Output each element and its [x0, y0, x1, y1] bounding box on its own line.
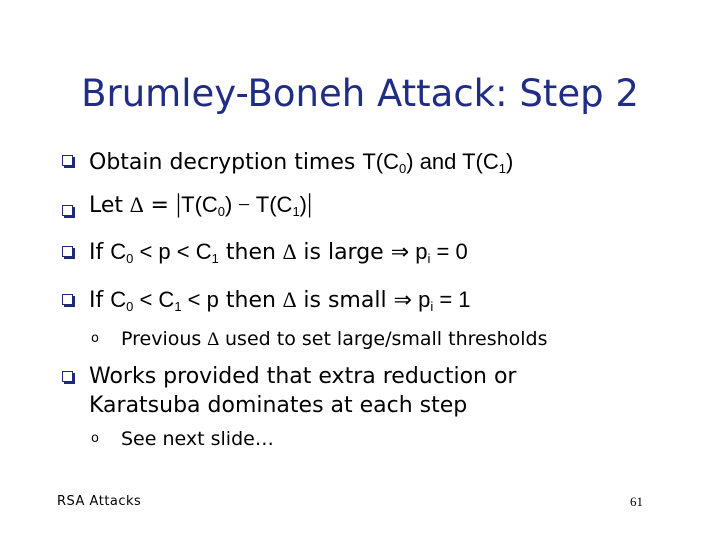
bullet-works-provided-line2: Karatsuba dominates at each step — [89, 393, 468, 418]
sub-bullet-marker: o — [91, 431, 99, 446]
bullet-marker — [62, 246, 73, 257]
bullet-obtain-times: Obtain decryption times $T(C_0)$ and $T(C_1)$ — [89, 149, 514, 176]
bullet-marker — [62, 205, 73, 216]
bullet-marker — [62, 155, 73, 166]
bullet-let-delta: Let ∆ = $|T(C_0) - T(C_1)|$ — [89, 189, 313, 219]
footer-title: RSA Attacks — [57, 494, 142, 509]
sub-bullet-thresholds: Previous ∆ used to set large/small thresholds — [121, 328, 548, 350]
bullet-delta-large: If $C_0 < p < C_1$ then ∆ is large ⇒ $p_i = 0$ — [89, 239, 468, 266]
sub-bullet-next-slide: See next slide… — [121, 428, 274, 450]
sub-bullet-marker: o — [91, 331, 99, 346]
bullet-works-provided: Works provided that extra reduction or — [89, 364, 517, 389]
bullet-marker — [62, 294, 73, 305]
slide-title: Brumley-Boneh Attack: Step 2 — [81, 72, 639, 115]
bullet-marker — [62, 371, 73, 382]
page-number: 61 — [630, 494, 643, 509]
bullet-delta-small: If $C_0 < C_1 < p$ then ∆ is small ⇒ $p_i = 1$ — [89, 287, 471, 314]
